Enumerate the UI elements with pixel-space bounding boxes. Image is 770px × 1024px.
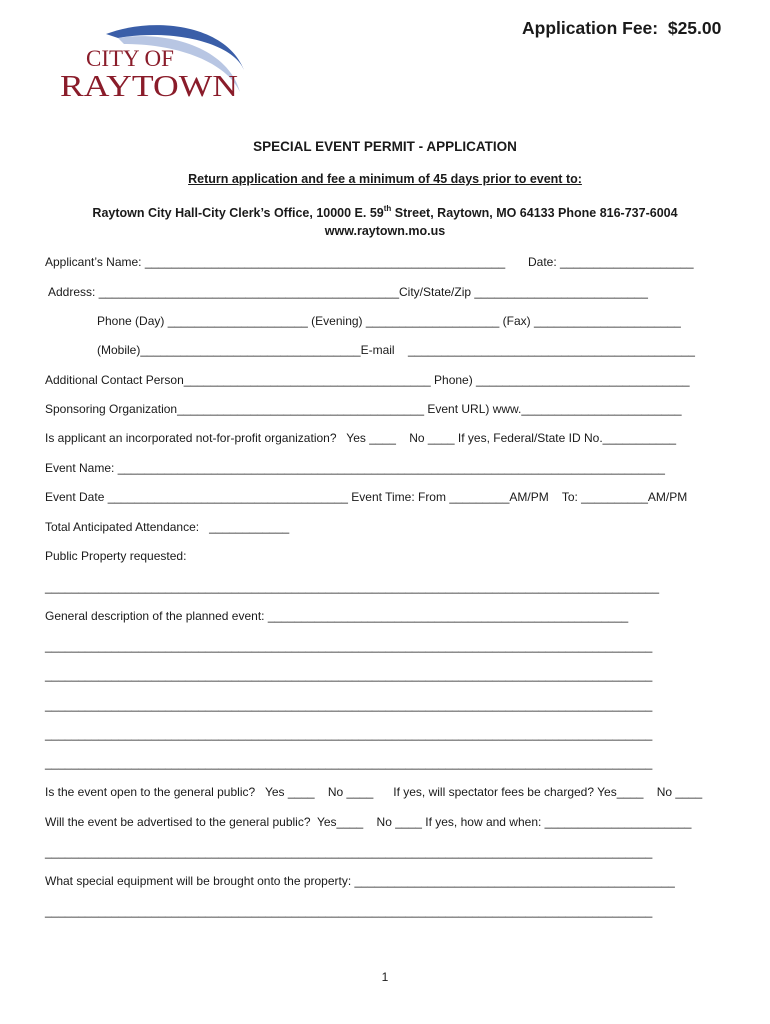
equipment-line[interactable]: ___________________________________________________________________________________________ [45,904,653,918]
public-property-label: Public Property requested: [45,549,187,563]
nonprofit-question[interactable]: Is applicant an incorporated not-for-profit organization? Yes ____ No ____ If yes, Federal/State ID No.___________ [45,431,677,445]
public-property-line[interactable]: ____________________________________________________________________________________________ [45,580,659,594]
contact-person-field[interactable]: Additional Contact Person_____________________________________ Phone) ________________________________ [45,373,690,387]
address-sup: th [383,204,392,213]
address-text: Raytown City Hall-City Clerk’s Office, 10000 E. 59 [92,206,384,220]
logo-line2: RAYTOWN [60,68,238,103]
open-to-public-question[interactable]: Is the event open to the general public? Yes ____ No ____ If yes, will spectator fees be charged? Yes____ No ____ [45,785,703,799]
address-field[interactable]: Address: _____________________________________________City/State/Zip __________________________ [48,285,648,299]
description-line[interactable]: ___________________________________________________________________________________________ [45,756,653,770]
return-instructions: Return application and fee a minimum of 45 days prior to event to: [188,172,582,186]
date-field[interactable]: Date: ____________________ [528,255,694,269]
attendance-field[interactable]: Total Anticipated Attendance: ____________ [45,520,290,534]
logo-line1: CITY OF [86,46,174,71]
event-date-field[interactable]: Event Date ____________________________________ Event Time: From _________AM/PM To: __________AM/PM [45,490,688,504]
page-number: 1 [381,970,389,984]
description-line[interactable]: ___________________________________________________________________________________________ [45,698,653,712]
general-description-field[interactable]: General description of the planned event: ______________________________________________________ [45,609,629,623]
applicant-name-field[interactable]: Applicant’s Name: ______________________________________________________ [45,255,506,269]
application-fee: Application Fee: $25.00 [522,18,722,38]
event-name-field[interactable]: Event Name: __________________________________________________________________________________ [45,461,665,475]
phone-row[interactable]: Phone (Day) _____________________ (Evening) ____________________ (Fax) ______________________ [97,314,681,328]
website: www.raytown.mo.us [324,224,446,238]
special-equipment-field[interactable]: What special equipment will be brought onto the property: ________________________________________________ [45,874,675,888]
email-field[interactable]: ___________________________________________ [408,343,695,357]
office-address [0,206,770,220]
address-text-rest: Street, Raytown, MO 64133 Phone 816-737-6004 [391,206,678,220]
description-line[interactable]: ___________________________________________________________________________________________ [45,668,653,682]
page-title: SPECIAL EVENT PERMIT - APPLICATION [253,139,517,154]
advertised-question[interactable]: Will the event be advertised to the general public? Yes____ No ____ If yes, how and when: ______________________ [45,815,692,829]
description-line[interactable]: ___________________________________________________________________________________________ [45,727,653,741]
city-logo [58,22,248,114]
sponsoring-org-field[interactable]: Sponsoring Organization_____________________________________ Event URL) www.________________________ [45,402,682,416]
description-line[interactable]: ___________________________________________________________________________________________ [45,639,653,653]
mobile-field[interactable]: (Mobile)_________________________________E-mail [97,343,395,357]
advertising-line[interactable]: ___________________________________________________________________________________________ [45,845,653,859]
